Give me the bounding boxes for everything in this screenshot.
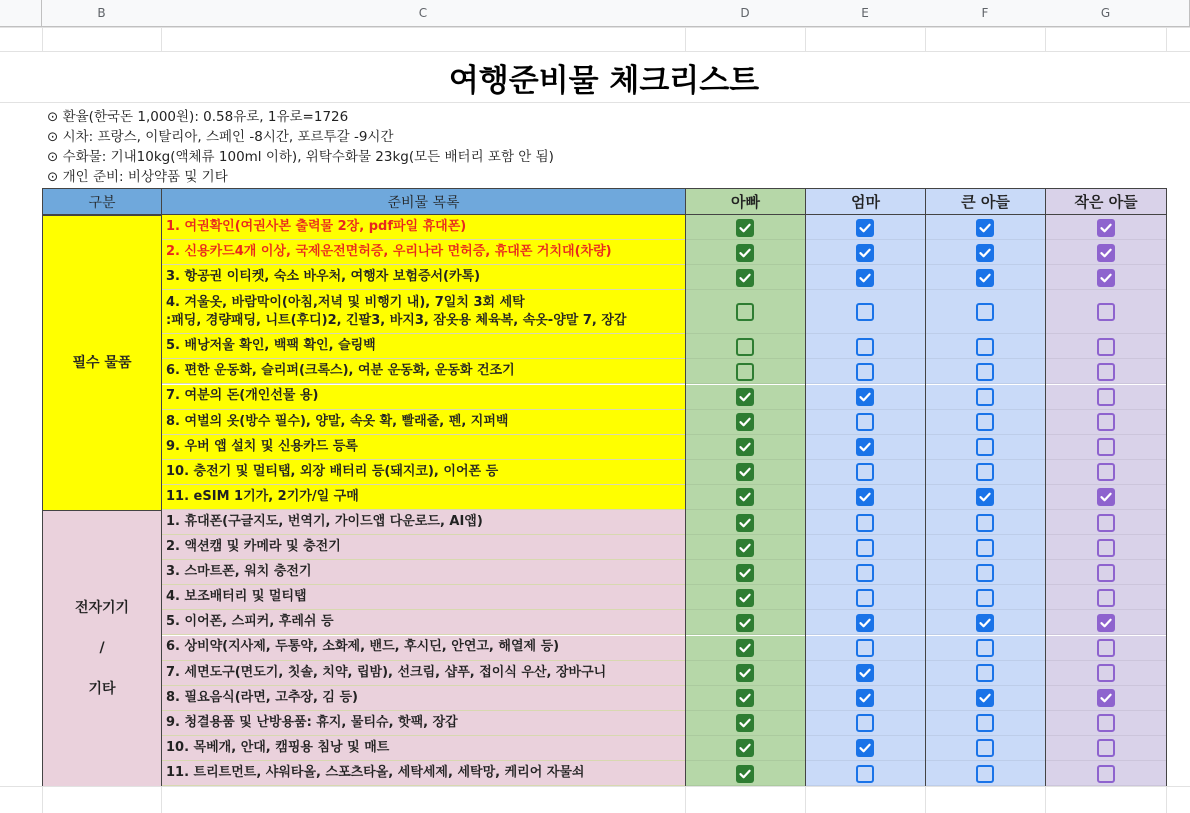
sheet-title[interactable]: 여행준비물 체크리스트: [448, 62, 760, 99]
checklist-item[interactable]: [162, 761, 685, 786]
checklist-item[interactable]: [162, 585, 685, 610]
checkbox-unchecked[interactable]: [976, 303, 994, 321]
checkbox-unchecked[interactable]: [1097, 589, 1115, 607]
checkbox-checked[interactable]: [856, 689, 874, 707]
column-header-c[interactable]: C: [161, 0, 686, 27]
checkbox-unchecked[interactable]: [1097, 413, 1115, 431]
checkbox-checked[interactable]: [856, 219, 874, 237]
item-text: 11. eSIM 1기가, 2기가/일 구매: [166, 488, 359, 504]
checkbox-checked[interactable]: [736, 488, 754, 506]
checklist-item[interactable]: [162, 460, 685, 485]
checkbox-unchecked[interactable]: [976, 664, 994, 682]
item-text: 1. 여권확인(여권사본 출력물 2장, pdf파일 휴대폰): [166, 218, 467, 234]
category-label: 전자기기: [74, 599, 130, 616]
checkbox-unchecked[interactable]: [976, 388, 994, 406]
checkbox-checked[interactable]: [736, 388, 754, 406]
checklist-item[interactable]: [162, 385, 685, 410]
gridline: [42, 786, 43, 813]
checkbox-checked[interactable]: [736, 689, 754, 707]
category-label: /: [99, 640, 105, 657]
column-header-e[interactable]: E: [805, 0, 926, 27]
checkbox-checked[interactable]: [856, 438, 874, 456]
item-text: 3. 항공권 이티켓, 숙소 바우처, 여행자 보험증서(카톡): [166, 269, 481, 285]
gridline: [0, 51, 1190, 52]
checkbox-unchecked[interactable]: [856, 463, 874, 481]
item-text: 9. 우버 앱 설치 및 신용카드 등록: [166, 438, 358, 454]
checkbox-unchecked[interactable]: [976, 463, 994, 481]
checkbox-unchecked[interactable]: [1097, 639, 1115, 657]
checklist-item[interactable]: [162, 485, 685, 510]
column-header-b[interactable]: B: [42, 0, 162, 27]
gridline: [0, 27, 1190, 28]
checkbox-checked[interactable]: [736, 765, 754, 783]
category-cell[interactable]: [42, 510, 162, 787]
checkbox-unchecked[interactable]: [856, 765, 874, 783]
item-text: :패딩, 경량패딩, 니트(후디)2, 긴팔3, 바지3, 잠옷용 체육복, 속옷-양말 7, 장갑: [166, 312, 627, 328]
checkbox-unchecked[interactable]: [976, 739, 994, 757]
checkbox-unchecked[interactable]: [976, 714, 994, 732]
item-text: 10. 충전기 및 멀티탭, 외장 배터리 등(돼지코), 이어폰 등: [166, 463, 499, 479]
checkbox-checked[interactable]: [736, 664, 754, 682]
gridline: [685, 786, 686, 813]
item-text: 4. 겨울옷, 바람막이(아침,저녁 및 비행기 내), 7일치 3회 세탁: [166, 294, 525, 310]
checklist-item[interactable]: [162, 535, 685, 560]
category-label: 기타: [88, 680, 116, 697]
checklist-item[interactable]: [162, 290, 685, 334]
checkbox-checked[interactable]: [736, 269, 754, 287]
item-text: 5. 배낭저울 확인, 백팩 확인, 슬링백: [166, 338, 376, 354]
checklist-item[interactable]: [162, 240, 685, 265]
note-baggage[interactable]: ⊙ 수화물: 기내10kg(액체류 100ml 이하), 위탁수화물 23kg(모든 배터리 포함 안 됨): [47, 149, 554, 165]
checkbox-checked[interactable]: [736, 514, 754, 532]
checkbox-unchecked[interactable]: [736, 303, 754, 321]
checkbox-checked[interactable]: [856, 269, 874, 287]
item-text: 8. 필요음식(라면, 고추장, 김 등): [166, 689, 358, 705]
checkbox-unchecked[interactable]: [856, 514, 874, 532]
gridline: [1045, 786, 1046, 813]
checklist-item[interactable]: [162, 410, 685, 435]
checkbox-unchecked[interactable]: [1097, 564, 1115, 582]
checkbox-checked[interactable]: [976, 689, 994, 707]
checkbox-unchecked[interactable]: [1097, 514, 1115, 532]
checkbox-checked[interactable]: [856, 388, 874, 406]
checkbox-unchecked[interactable]: [1097, 303, 1115, 321]
checkbox-unchecked[interactable]: [1097, 388, 1115, 406]
checkbox-checked[interactable]: [736, 739, 754, 757]
checkbox-unchecked[interactable]: [736, 338, 754, 356]
gridline: [805, 27, 806, 52]
checkbox-unchecked[interactable]: [856, 589, 874, 607]
column-header-blank: [1166, 0, 1190, 27]
item-text: 6. 편한 운동화, 슬리퍼(크록스), 여분 운동화, 운동화 건조기: [166, 363, 515, 379]
checkbox-unchecked[interactable]: [1097, 765, 1115, 783]
item-text: 10. 목베개, 안대, 캠핑용 침낭 및 매트: [166, 739, 390, 755]
gridline: [0, 102, 1190, 103]
checkbox-unchecked[interactable]: [1097, 463, 1115, 481]
header-category[interactable]: 구분: [42, 188, 162, 215]
checkbox-unchecked[interactable]: [856, 639, 874, 657]
checkbox-unchecked[interactable]: [976, 539, 994, 557]
gridline: [1166, 27, 1167, 52]
item-text: 3. 스마트폰, 워치 충전기: [166, 564, 312, 580]
checkbox-checked[interactable]: [856, 244, 874, 262]
checkbox-unchecked[interactable]: [976, 564, 994, 582]
column-border: [42, 188, 43, 787]
column-border: [805, 215, 806, 787]
item-text: 8. 여벌의 옷(방수 필수), 양말, 속옷 확, 빨래줄, 펜, 지퍼백: [166, 413, 509, 429]
checklist-item[interactable]: [162, 736, 685, 761]
checklist-item[interactable]: [162, 510, 685, 535]
checkbox-unchecked[interactable]: [856, 413, 874, 431]
checklist-item[interactable]: [162, 560, 685, 585]
checkbox-unchecked[interactable]: [1097, 438, 1115, 456]
item-text: 9. 청결용품 및 난방용품: 휴지, 물티슈, 핫팩, 장갑: [166, 714, 458, 730]
checklist-item[interactable]: [162, 359, 685, 384]
header-small-son[interactable]: 작은 아들: [1045, 188, 1167, 215]
checkbox-unchecked[interactable]: [1097, 539, 1115, 557]
checkbox-unchecked[interactable]: [976, 413, 994, 431]
item-text: 5. 이어폰, 스피커, 후레쉬 등: [166, 614, 334, 630]
note-time-difference[interactable]: ⊙ 시차: 프랑스, 이탈리아, 스페인 -8시간, 포르투갈 -9시간: [47, 129, 394, 145]
checkbox-checked[interactable]: [736, 244, 754, 262]
column-header-d[interactable]: D: [685, 0, 806, 27]
checklist-item[interactable]: [162, 265, 685, 290]
checkbox-unchecked[interactable]: [856, 303, 874, 321]
gridline: [161, 27, 162, 52]
checkbox-checked[interactable]: [736, 614, 754, 632]
note-exchange-rate[interactable]: ⊙ 환율(한국돈 1,000원): 0.58유로, 1유로=1726: [47, 109, 349, 125]
checkbox-checked[interactable]: [736, 564, 754, 582]
checklist-item[interactable]: [162, 610, 685, 635]
gridline: [161, 786, 162, 813]
checkbox-unchecked[interactable]: [1097, 714, 1115, 732]
checkbox-checked[interactable]: [856, 739, 874, 757]
column-border: [1166, 215, 1167, 787]
gridline: [685, 27, 686, 52]
checkbox-checked[interactable]: [736, 463, 754, 481]
checklist-item[interactable]: [162, 661, 685, 686]
checkbox-unchecked[interactable]: [856, 714, 874, 732]
gridline: [925, 786, 926, 813]
checkbox-unchecked[interactable]: [736, 363, 754, 381]
item-text: 11. 트리트먼트, 샤워타올, 스포츠타올, 세탁세제, 세탁망, 케리어 자물쇠: [166, 764, 585, 780]
checklist-item[interactable]: [162, 215, 685, 240]
checkbox-unchecked[interactable]: [976, 639, 994, 657]
item-text: 2. 액션캠 및 카메라 및 충전기: [166, 539, 341, 555]
column-header-f[interactable]: F: [925, 0, 1046, 27]
checkbox-checked[interactable]: [736, 219, 754, 237]
item-text: 7. 세면도구(면도기, 칫솔, 치약, 립밤), 선크림, 샵푸, 접이식 우산, 장바구니: [166, 664, 607, 680]
checkbox-checked[interactable]: [976, 244, 994, 262]
checkbox-checked[interactable]: [856, 614, 874, 632]
checkbox-checked[interactable]: [736, 589, 754, 607]
column-border: [1045, 215, 1046, 787]
column-border: [161, 215, 162, 787]
checkbox-checked[interactable]: [1097, 244, 1115, 262]
checkbox-checked[interactable]: [976, 488, 994, 506]
gridline: [42, 27, 43, 52]
checkbox-unchecked[interactable]: [1097, 338, 1115, 356]
checkbox-checked[interactable]: [1097, 488, 1115, 506]
checkbox-checked[interactable]: [976, 219, 994, 237]
checkbox-checked[interactable]: [976, 614, 994, 632]
checkbox-checked[interactable]: [736, 539, 754, 557]
checkbox-checked[interactable]: [736, 413, 754, 431]
item-text: 7. 여분의 돈(개인선물 용): [166, 388, 319, 404]
item-text: 6. 상비약(지사제, 두통약, 소화제, 밴드, 후시딘, 안연고, 해열제 등): [166, 639, 560, 655]
category-label: 필수 물품: [72, 354, 132, 371]
checkbox-unchecked[interactable]: [976, 363, 994, 381]
checkbox-checked[interactable]: [1097, 219, 1115, 237]
column-border: [925, 215, 926, 787]
header-dad[interactable]: 아빠: [685, 188, 806, 215]
checkbox-unchecked[interactable]: [856, 564, 874, 582]
header-items[interactable]: 준비물 목록: [161, 188, 686, 215]
item-text: 1. 휴대폰(구글지도, 번역기, 가이드앱 다운로드, AI앱): [166, 513, 483, 529]
checkbox-unchecked[interactable]: [856, 338, 874, 356]
checklist-item[interactable]: [162, 686, 685, 711]
checkbox-checked[interactable]: [1097, 269, 1115, 287]
corner-cell: [0, 0, 42, 27]
item-text: 4. 보조배터리 및 멀티탭: [166, 589, 307, 605]
checkbox-unchecked[interactable]: [1097, 739, 1115, 757]
gridline: [925, 27, 926, 52]
checkbox-checked[interactable]: [856, 664, 874, 682]
item-text: 2. 신용카드4개 이상, 국제운전면허증, 우리나라 면허증, 휴대폰 거치대(차량): [166, 244, 612, 260]
header-mom[interactable]: 엄마: [805, 188, 926, 215]
checkbox-unchecked[interactable]: [976, 589, 994, 607]
gridline: [805, 786, 806, 813]
category-cell[interactable]: [42, 215, 162, 511]
note-personal-prep[interactable]: ⊙ 개인 준비: 비상약품 및 기타: [47, 169, 228, 185]
checkbox-checked[interactable]: [856, 488, 874, 506]
checkbox-unchecked[interactable]: [856, 539, 874, 557]
checkbox-unchecked[interactable]: [976, 765, 994, 783]
checkbox-checked[interactable]: [736, 438, 754, 456]
gridline: [1045, 27, 1046, 52]
checkbox-checked[interactable]: [1097, 614, 1115, 632]
column-border: [685, 215, 686, 787]
gridline: [1166, 786, 1167, 813]
checkbox-checked[interactable]: [736, 639, 754, 657]
checkbox-checked[interactable]: [1097, 689, 1115, 707]
header-big-son[interactable]: 큰 아들: [925, 188, 1046, 215]
checkbox-unchecked[interactable]: [976, 338, 994, 356]
checkbox-checked[interactable]: [976, 269, 994, 287]
gridline: [0, 786, 1190, 787]
checkbox-unchecked[interactable]: [976, 438, 994, 456]
checkbox-unchecked[interactable]: [1097, 363, 1115, 381]
checklist-item[interactable]: [162, 711, 685, 736]
checklist-item[interactable]: [162, 636, 685, 661]
checklist-item[interactable]: [162, 435, 685, 460]
checkbox-checked[interactable]: [736, 714, 754, 732]
checkbox-unchecked[interactable]: [856, 363, 874, 381]
column-header-g[interactable]: G: [1045, 0, 1167, 27]
checkbox-unchecked[interactable]: [1097, 664, 1115, 682]
checkbox-unchecked[interactable]: [976, 514, 994, 532]
checklist-item[interactable]: [162, 334, 685, 359]
